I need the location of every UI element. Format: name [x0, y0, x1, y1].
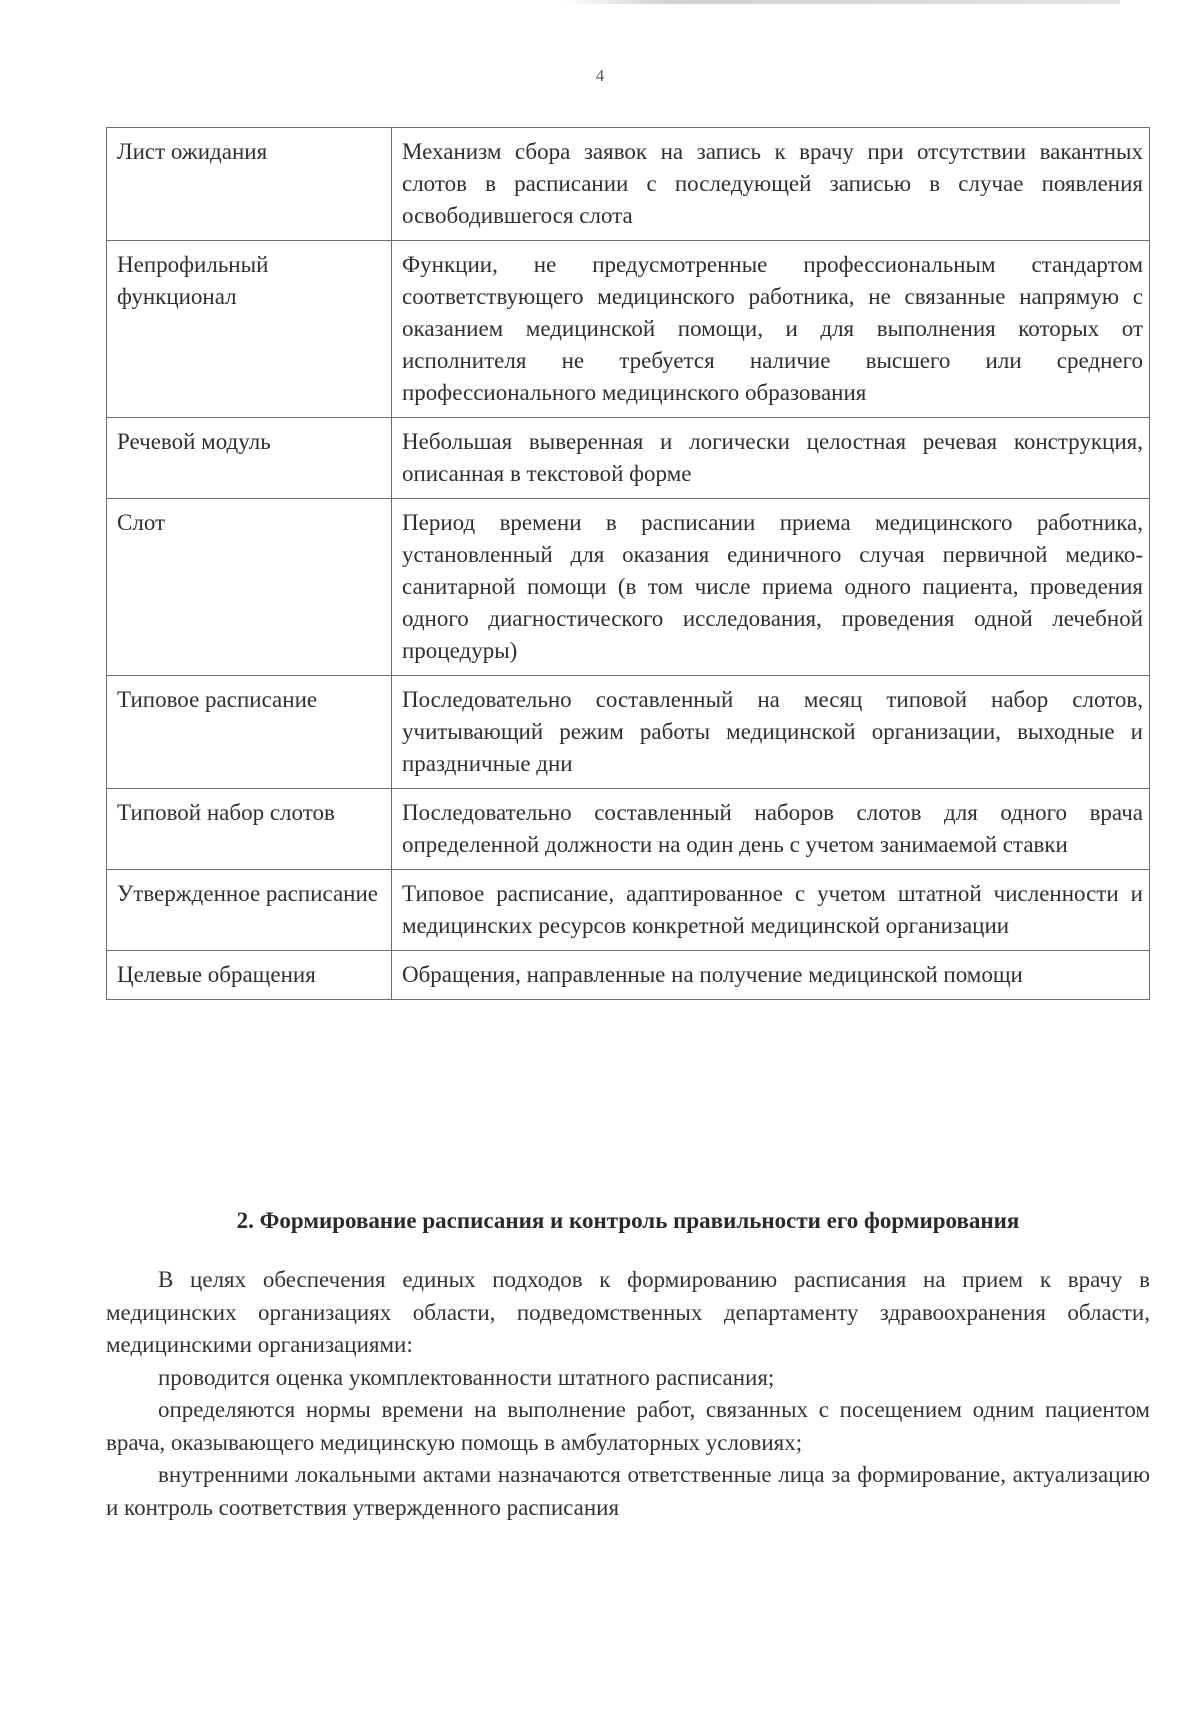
definition-cell: Небольшая выверенная и логически целостная речевая конструкция, описанная в текстовой форме	[392, 418, 1150, 499]
table-row	[107, 870, 1150, 951]
term-cell: Речевой модуль	[107, 418, 392, 499]
definition-cell: Типовое расписание, адаптированное с учетом штатной численности и медицинских ресурсов конкретной медицинской организации	[392, 870, 1150, 951]
scan-edge-artifact	[560, 0, 1120, 4]
table-row	[107, 951, 1150, 1000]
term-cell: Типовое расписание	[107, 676, 392, 789]
table-row	[107, 418, 1150, 499]
table-row	[107, 128, 1150, 241]
definition-cell: Период времени в расписании приема медицинского работника, установленный для оказания единичного случая первичной медико-санитарной помощи (в том числе приема одного пациента, проведения одного диагностического исследования, проведения одной лечебной процедуры)	[392, 499, 1150, 676]
definition-cell: Последовательно составленный на месяц типовой набор слотов, учитывающий режим работы медицинской организации, выходные и праздничные дни	[392, 676, 1150, 789]
term-cell: Утвержденное расписание	[107, 870, 392, 951]
paragraph: определяются нормы времени на выполнение работ, связанных с посещением одним пациентом врача, оказывающего медицинскую помощь в амбулаторных условиях;	[106, 1397, 1150, 1455]
paragraph: проводится оценка укомплектованности штатного расписания;	[158, 1364, 775, 1390]
section-body	[106, 1264, 1150, 1524]
definition-cell: Обращения, направленные на получение медицинской помощи	[392, 951, 1150, 1000]
table-row	[107, 789, 1150, 870]
table-row	[107, 676, 1150, 789]
definition-cell: Функции, не предусмотренные профессиональным стандартом соответствующего медицинского работника, не связанные напрямую с оказанием медицинской помощи, и для выполнения которых от исполнителя не требуется наличие высшего или среднего профессионального медицинского образования	[392, 241, 1150, 418]
term-cell: Слот	[107, 499, 392, 676]
definition-cell: Механизм сбора заявок на запись к врачу при отсутствии вакантных слотов в расписании с последующей записью в случае появления освободившегося слота	[392, 128, 1150, 241]
term-cell: Типовой набор слотов	[107, 789, 392, 870]
section-heading: 2. Формирование расписания и контроль правильности его формирования	[236, 1208, 1020, 1233]
term-cell: Непрофильный функционал	[107, 241, 392, 418]
definition-cell: Последовательно составленный наборов слотов для одного врача определенной должности на один день с учетом занимаемой ставки	[392, 789, 1150, 870]
table-row	[107, 241, 1150, 418]
paragraph: В целях обеспечения единых подходов к формированию расписания на прием к врачу в медицинских организациях области, подведомственных департаменту здравоохранения области, медицинскими организациями:	[106, 1267, 1150, 1357]
term-cell: Лист ожидания	[107, 128, 392, 241]
table-row	[107, 499, 1150, 676]
paragraph: внутренними локальными актами назначаются ответственные лица за формирование, актуализацию и контроль соответствия утвержденного расписания	[106, 1462, 1150, 1520]
terms-table	[106, 127, 1150, 1000]
page-number: 4	[595, 66, 605, 85]
term-cell: Целевые обращения	[107, 951, 392, 1000]
